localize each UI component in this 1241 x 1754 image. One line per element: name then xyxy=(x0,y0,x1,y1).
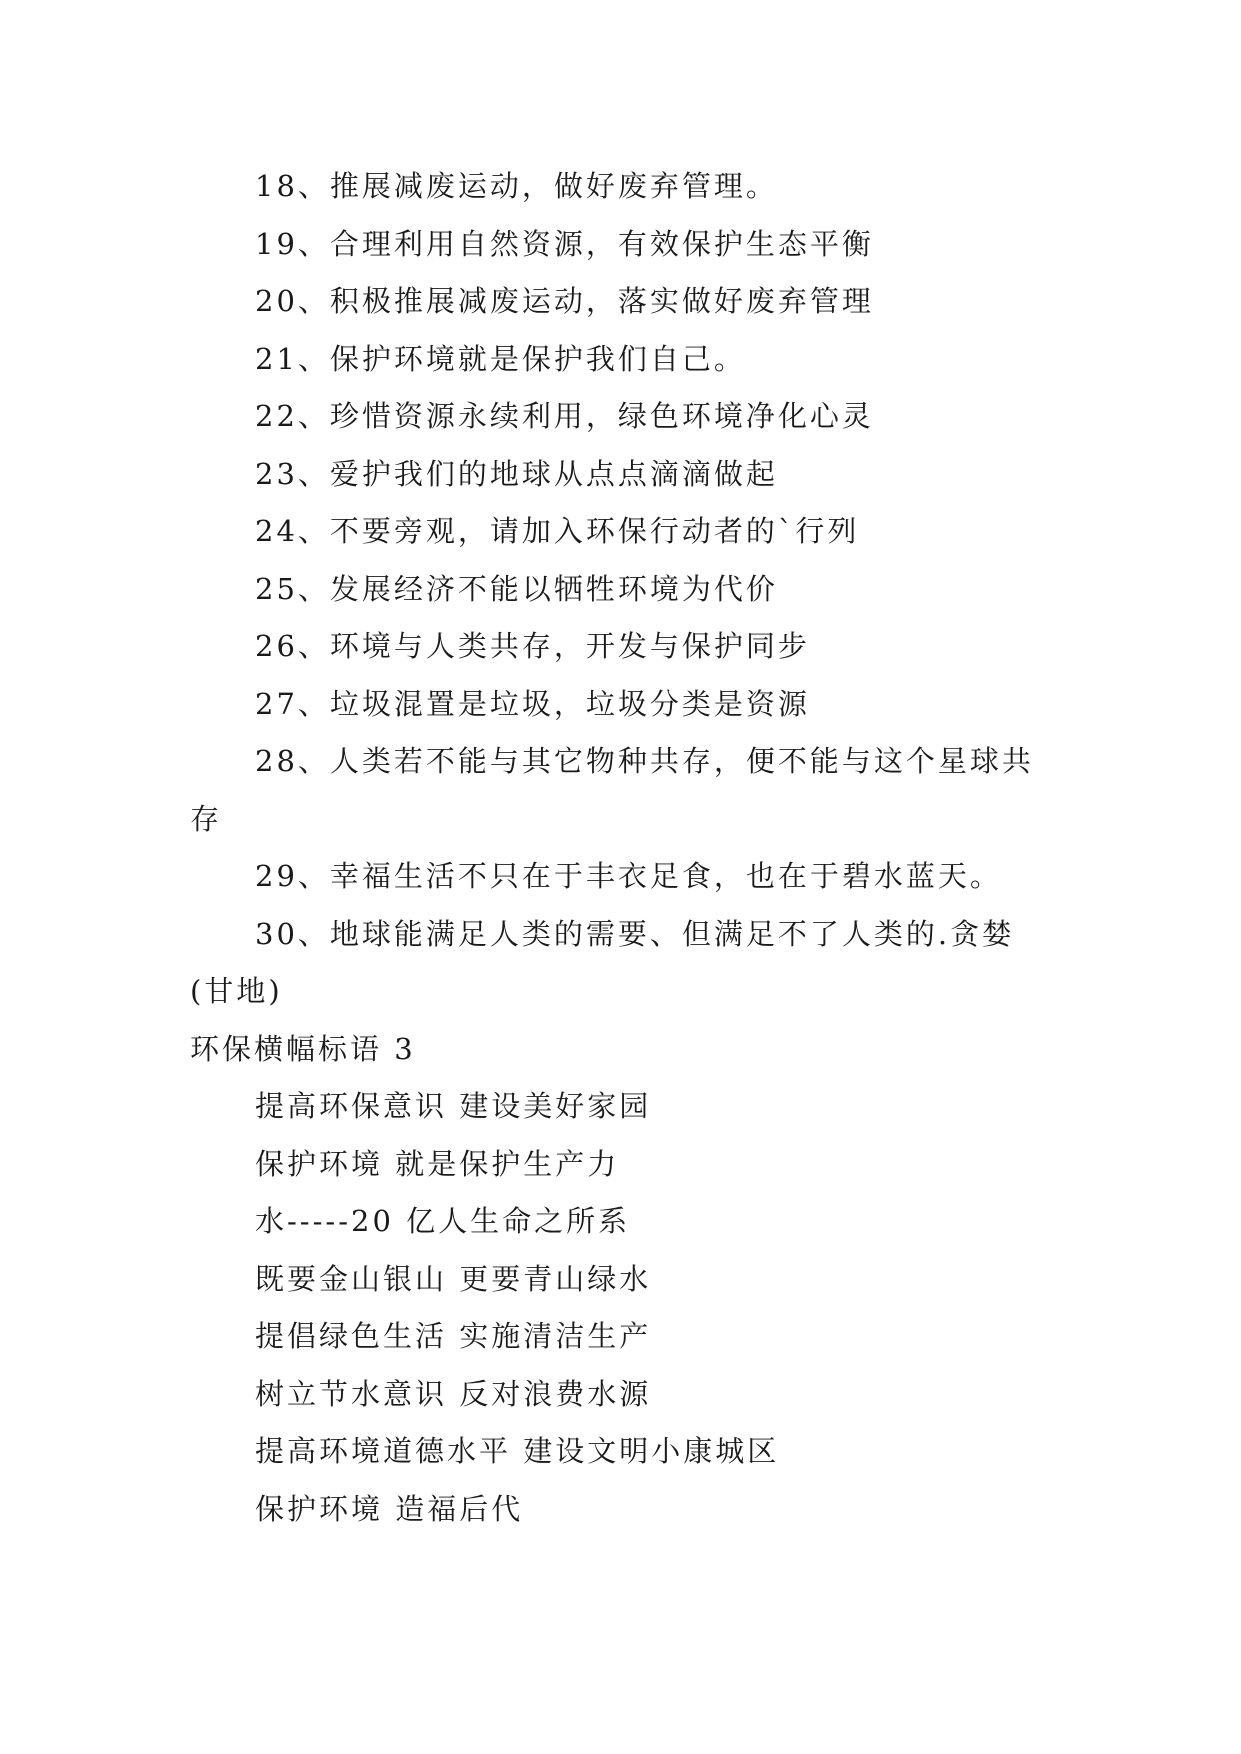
slogan-22: 22、珍惜资源永续利用，绿色环境净化心灵 xyxy=(255,399,874,433)
slogan-30: 30、地球能满足人类的需要、但满足不了人类的.贪婪(甘地) xyxy=(190,916,1015,1008)
banner-slogan: 提高环保意识 建设美好家园 xyxy=(255,1089,652,1123)
slogan-24: 24、不要旁观，请加入环保行动者的`行列 xyxy=(255,514,860,548)
banner-slogan: 保护环境 就是保护生产力 xyxy=(255,1146,620,1181)
slogan-28: 28、人类若不能与其它物种共存，便不能与这个星球共存 xyxy=(190,744,1034,836)
banner-slogan: 提高环境道德水平 建设文明小康城区 xyxy=(255,1434,780,1468)
banner-slogan: 保护环境 造福后代 xyxy=(255,1491,524,1526)
section-heading: 环保横幅标语 3 xyxy=(190,1031,416,1066)
banner-slogan: 提倡绿色生活 实施清洁生产 xyxy=(255,1319,652,1353)
slogan-18: 18、推展减废运动，做好废弃管理。 xyxy=(255,169,778,203)
slogan-23: 23、爱护我们的地球从点点滴滴做起 xyxy=(255,456,778,491)
banner-slogan: 既要金山银山 更要青山绿水 xyxy=(255,1261,652,1296)
document-body xyxy=(190,158,1060,1538)
slogan-26: 26、环境与人类共存，开发与保护同步 xyxy=(255,629,810,663)
slogan-27: 27、垃圾混置是垃圾，垃圾分类是资源 xyxy=(255,686,810,721)
banner-slogan: 树立节水意识 反对浪费水源 xyxy=(255,1376,652,1411)
slogan-29: 29、幸福生活不只在于丰衣足食，也在于碧水蓝天。 xyxy=(255,859,1002,893)
slogan-25: 25、发展经济不能以牺牲环境为代价 xyxy=(255,571,778,606)
slogan-20: 20、积极推展减废运动，落实做好废弃管理 xyxy=(255,284,874,318)
slogan-19: 19、合理利用自然资源，有效保护生态平衡 xyxy=(255,226,874,261)
banner-slogan: 水-----20 亿人生命之所系 xyxy=(255,1204,631,1238)
slogan-21: 21、保护环境就是保护我们自己。 xyxy=(255,341,746,376)
